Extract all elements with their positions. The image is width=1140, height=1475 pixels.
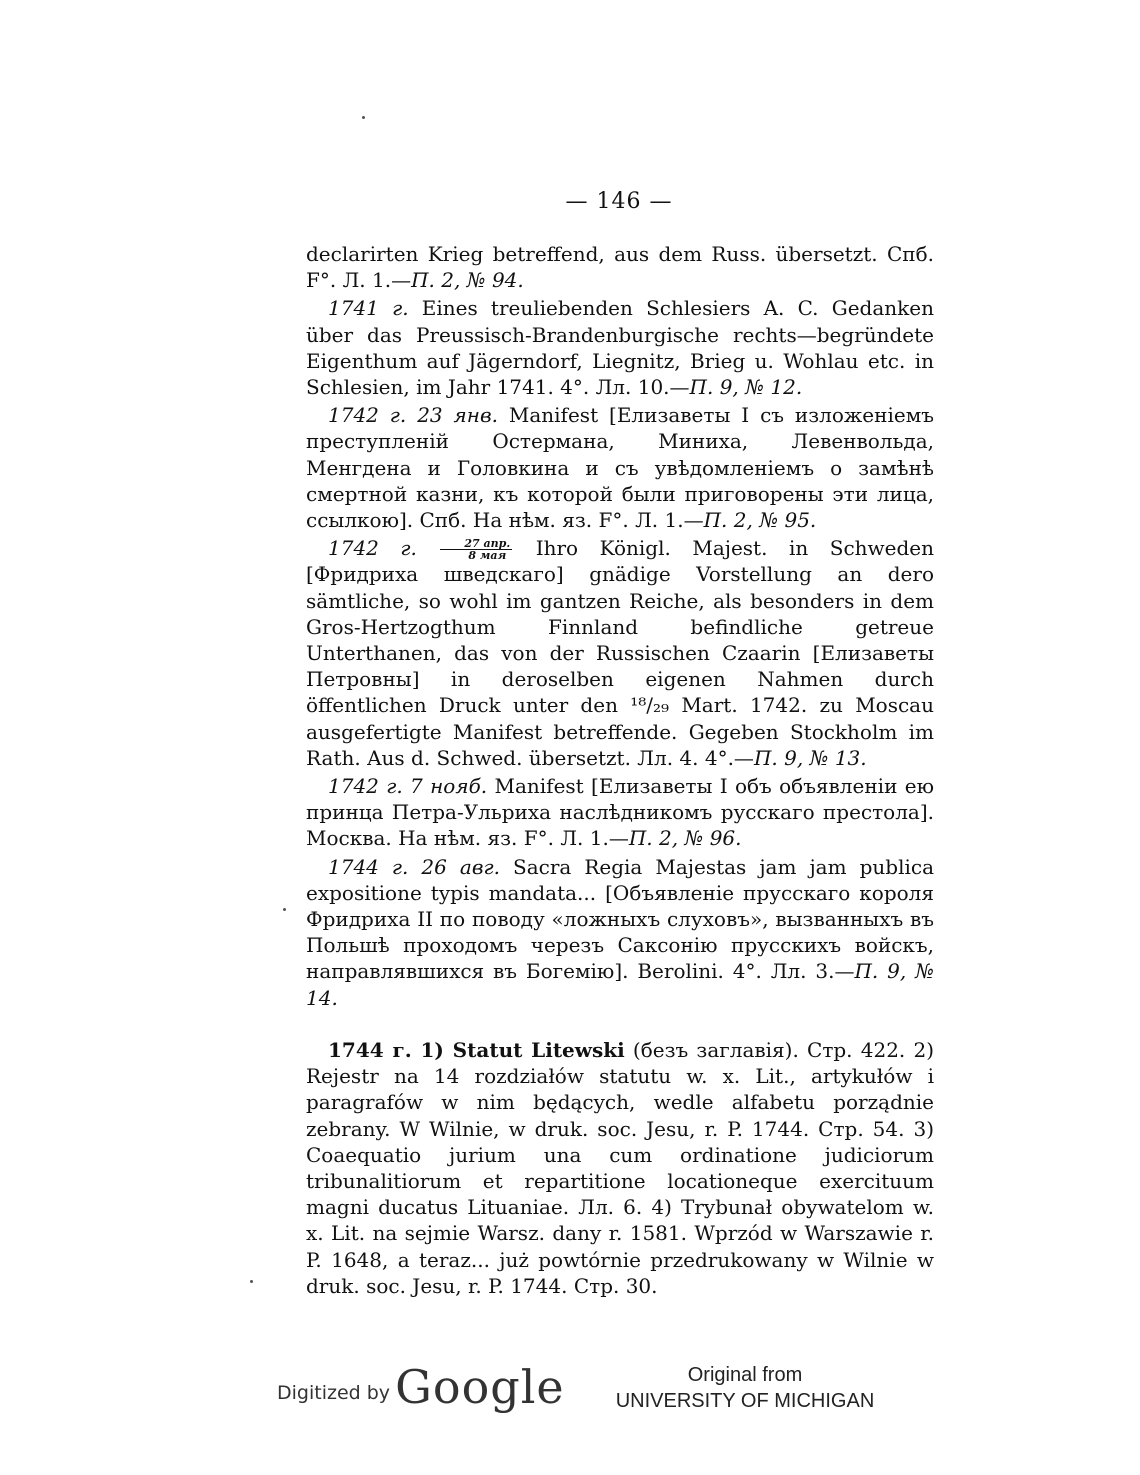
entry xyxy=(306,295,934,400)
entry-reference: П. 2, № 94. xyxy=(411,268,524,293)
entry-text: Manifest [Елизаветы I съ изложеніемъ преступленій Остермана, Миниха, Левенвольда, Менгдена и Головкина и съ увѣдомленіемъ о замѣнѣ смертной казни, къ которой были приговорены эти лица, ссылкою]. Спб. На нѣм. яз. F°. Л. 1.— xyxy=(306,403,934,533)
entry-text: declarirten Krieg betreffend, aus dem Russ. übersetzt. Спб. F°. Л. 1.— xyxy=(306,242,934,293)
digitized-by-label: Digitized by xyxy=(277,1382,391,1404)
entry-date: 1742 г. xyxy=(328,536,417,561)
entry-text: Ihro Königl. Majest. in Schweden [Фридриха шведскаго] gnädige Vorstellung an dero sämtliche, so wohl im gantzen Reiche, als besonders in dem Gros-Hertzogthum Finnland befindliche getreue Unterthanen, das von der Russischen Czaarin [Елизаветы Петровны] in deroselben eigenen Nahmen durch öffentlichen Druck unter den ¹⁸/₂₉ Mart. 1742. zu Moscau ausgefertigte Manifest betreffende. Gegeben Stockholm im Rath. Aus d. Schwed. übersetzt. Лл. 4. 4°.— xyxy=(306,536,934,770)
entry-text: Eines treuliebenden Schlesiers A. C. Gedanken über das Preussisch-Brandenburgische rechts—begründete Eigenthum auf Jägerndorf, Liegnitz, Brieg u. Wohlau etc. in Schlesien, im Jahr 1741. 4°. Лл. 10.— xyxy=(306,296,934,400)
university-label: UNIVERSITY OF MICHIGAN xyxy=(615,1390,875,1412)
entry-date: 1744 г. 26 авг. xyxy=(328,854,500,879)
original-from-label: Original from xyxy=(687,1364,803,1386)
entry xyxy=(306,402,934,533)
entry-reference: П. 2, № 96. xyxy=(628,826,742,851)
entry xyxy=(306,535,934,771)
original-source xyxy=(612,1362,878,1414)
scan-speck xyxy=(250,1280,253,1283)
google-logo: Google xyxy=(395,1360,565,1414)
entry-reference: П. 2, № 95. xyxy=(703,508,817,533)
entry xyxy=(306,854,934,1011)
entry-text: Sacra Regia Majestas jam jam publica expositione typis mandata... [Объявленіе прусскаго короля Фридриха II по поводу «ложныхъ слуховъ», вызванныхъ въ Польшѣ проходомъ черезъ Саксонію прусскихъ войскъ, направлявшихся въ Богемію]. Berolini. 4°. Лл. 3.— xyxy=(306,854,934,984)
scan-speck xyxy=(362,116,365,119)
section-entry xyxy=(306,1037,934,1299)
entry-text: Manifest [Елизаветы I объ объявленіи ею принца Петра-Ульриха наслѣдникомъ русскаго престола]. Москва. На нѣм. яз. F°. Л. 1.— xyxy=(306,774,934,851)
digitized-by-google xyxy=(277,1360,565,1414)
entry xyxy=(306,773,934,852)
page-body xyxy=(306,241,934,1299)
entry-date: 1742 г. 7 нояб. xyxy=(328,774,488,799)
entry-date: 1742 г. 23 янв. xyxy=(328,403,498,428)
date-fraction xyxy=(440,538,512,561)
fraction-numerator: 27 апр. xyxy=(440,538,512,550)
section-heading: 1744 г. 1) Statut Litewski xyxy=(328,1037,625,1062)
entry-date: 1741 г. xyxy=(328,296,409,321)
fraction-denominator: 8 мая xyxy=(468,549,507,563)
entry-reference: П. 9, № 12. xyxy=(689,375,803,400)
scan-speck xyxy=(283,908,286,911)
page-number: — 146 — xyxy=(565,189,673,214)
section-text: (безъ заглавія). Стр. 422. 2) Rejestr na 14 rozdziałów statutu w. x. Lit., artykułów i paragrafów w nim będących, wedle alfabetu porządnie zebrany. W Wilnie, w druk. soc. Jesu, r. P. 1744. Стр. 54. 3) Coaequatio jurium una cum ordinatione judiciorum tribunalitiorum et repartitione locationeque exercituum magni ducatus Lituaniae. Лл. 6. 4) Trybunał obywatelom w. x. Lit. na sejmie Warsz. dany r. 1581. Wprzód w Warszawie r. P. 1648, a teraz... już powtórnie przedrukowany w Wilnie w druk. soc. Jesu, r. P. 1744. Стр. 30. xyxy=(306,1037,935,1298)
entry-reference: П. 9, № 14. xyxy=(306,959,935,1010)
entry-reference: П. 9, № 13. xyxy=(753,745,867,770)
entry xyxy=(306,241,934,293)
